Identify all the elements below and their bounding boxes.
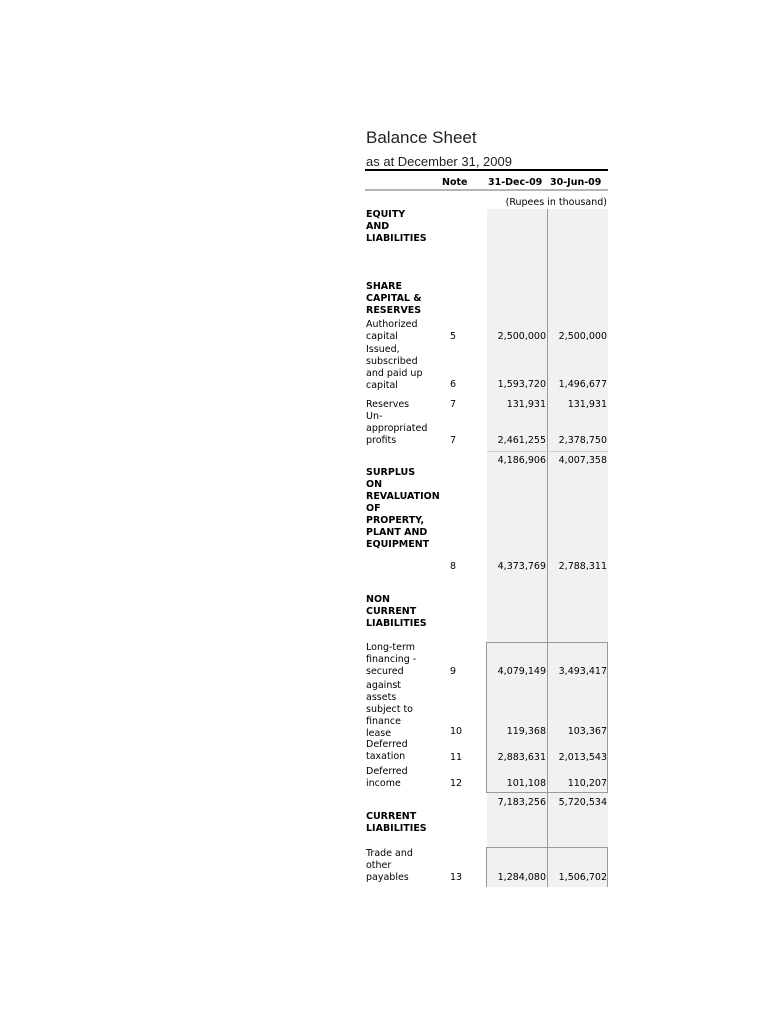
row-authorized-2009-dec: 2,500,000	[497, 331, 546, 342]
row-lease-note: 10	[450, 726, 463, 737]
row-surplus-2009-jun: 2,788,311	[558, 561, 607, 572]
row-surplus-2009-dec: 4,373,769	[497, 561, 546, 572]
row-longterm-2009-dec: 4,079,149	[497, 666, 546, 677]
row-trade-2009-jun: 1,506,702	[558, 872, 607, 883]
row-trade-2009-dec: 1,284,080	[497, 872, 546, 883]
row-unappropriated-2009-dec: 2,461,255	[497, 435, 546, 446]
section-non-current-liabilities: NON CURRENT LIABILITIES	[366, 594, 427, 629]
row-unappropriated-2009-jun: 2,378,750	[558, 435, 607, 446]
balance-sheet-table	[365, 169, 608, 887]
row-deferred-tax-label: Deferred taxation	[366, 739, 408, 762]
row-deferred-income-2009-jun: 110,207	[567, 778, 607, 789]
section-equity-liabilities: EQUITY AND LIABILITIES	[366, 209, 427, 244]
row-authorized-2009-jun: 2,500,000	[558, 331, 607, 342]
row-authorized-label: Authorized capital	[366, 319, 418, 342]
row-lease-label: against assets subject to finance lease	[366, 680, 413, 739]
row-issued-2009-dec: 1,593,720	[497, 379, 546, 390]
row-deferred-tax-note: 11	[450, 752, 463, 763]
header-note: Note	[442, 177, 468, 188]
section-share-capital: SHARE CAPITAL & RESERVES	[366, 281, 422, 316]
units-label: (Rupees in thousand)	[505, 197, 607, 208]
row-trade-label: Trade and other payables	[366, 848, 413, 883]
row-reserves-2009-jun: 131,931	[567, 399, 607, 410]
row-issued-label: Issued, subscribed and paid up capital	[366, 344, 423, 391]
box-right-border	[607, 642, 608, 792]
subtotal1-rule	[487, 451, 608, 452]
box-top-border	[486, 642, 608, 643]
box-left-border	[486, 642, 487, 792]
row-issued-2009-jun: 1,496,677	[558, 379, 607, 390]
subtotal-noncurrent-2009-jun: 5,720,534	[558, 797, 607, 808]
row-deferred-tax-2009-jun: 2,013,543	[558, 752, 607, 763]
row-deferred-tax-2009-dec: 2,883,631	[497, 752, 546, 763]
row-longterm-note: 9	[450, 666, 457, 677]
row-issued-note: 6	[450, 379, 457, 390]
section-current-liabilities: CURRENT LIABILITIES	[366, 811, 427, 834]
box2-right-border	[607, 847, 608, 887]
row-lease-2009-dec: 119,368	[506, 726, 546, 737]
row-unappropriated-label: Un-appropriated profits	[366, 411, 428, 446]
subtotal-equity-2009-jun: 4,007,358	[558, 455, 607, 466]
row-longterm-label: Long-term financing - secured	[366, 642, 417, 677]
row-deferred-income-note: 12	[450, 778, 463, 789]
page-subtitle: as at December 31, 2009	[366, 154, 512, 169]
row-authorized-note: 5	[450, 331, 457, 342]
row-reserves-label: Reserves	[366, 399, 410, 410]
subtotal-equity-2009-dec: 4,186,906	[497, 455, 546, 466]
row-reserves-2009-dec: 131,931	[506, 399, 546, 410]
header-31-dec-09: 31-Dec-09	[488, 177, 543, 188]
row-deferred-income-2009-dec: 101,108	[506, 778, 546, 789]
row-trade-note: 13	[450, 872, 463, 883]
page-title: Balance Sheet	[366, 128, 477, 147]
subtotal-noncurrent-2009-dec: 7,183,256	[497, 797, 546, 808]
row-deferred-income-label: Deferred income	[366, 766, 408, 789]
row-reserves-note: 7	[450, 399, 457, 410]
row-surplus-label: SURPLUS ON REVALUATION OF PROPERTY, PLANT AND EQUIPMENT	[366, 467, 440, 550]
row-unappropriated-note: 7	[450, 435, 457, 446]
row-lease-2009-jun: 103,367	[567, 726, 607, 737]
header-30-jun-09: 30-Jun-09	[550, 177, 602, 188]
box2-top-border	[486, 847, 608, 848]
row-longterm-2009-jun: 3,493,417	[558, 666, 607, 677]
row-surplus-note: 8	[450, 561, 457, 572]
box-bottom-border	[486, 792, 608, 793]
